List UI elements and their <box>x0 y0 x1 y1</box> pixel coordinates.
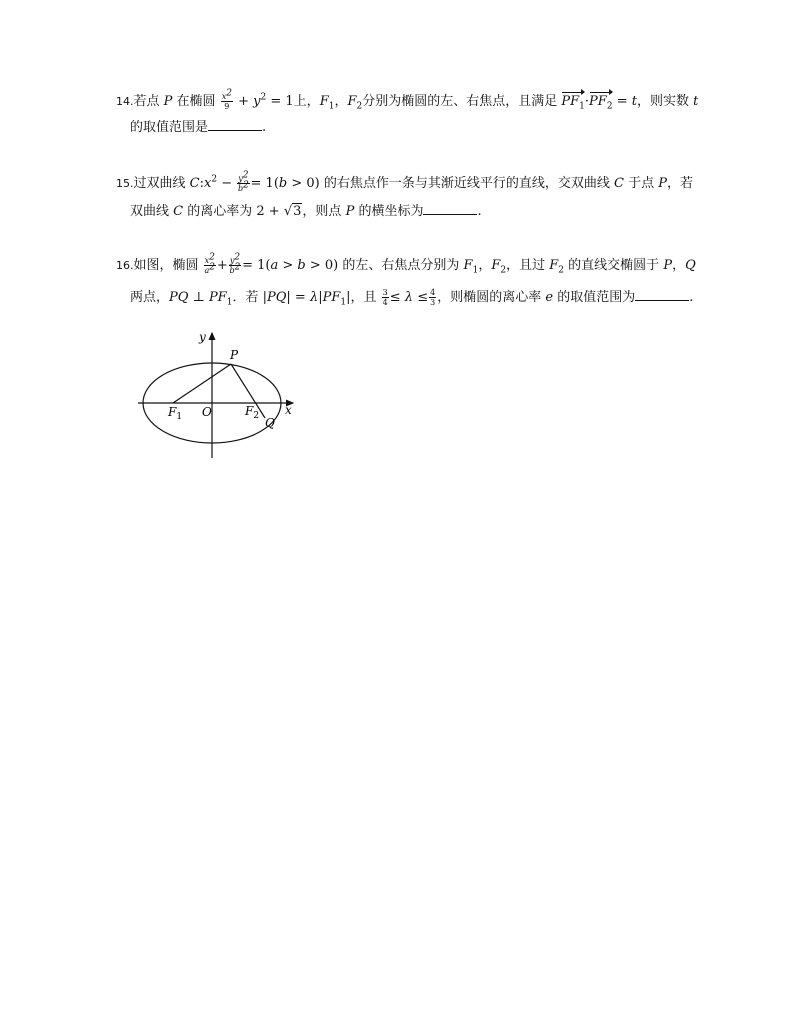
question-16-line-1: 16.如图，椭圆 $\frac{x^2}{a^2}$ + $\frac{y^2}{b^2}$ = 1(a > b > 0) 的左、右焦点分别为 $F_1$，$F_2$，且过 $F_2$ 的直线交椭圆于 P，Q <box>116 252 696 276</box>
fraction: $\frac{x^2}{9}$ <box>221 88 232 111</box>
question-number: 15. <box>116 177 134 190</box>
fraction: $\frac{y^2}{b^2}$ <box>229 252 241 275</box>
label-y: y <box>199 330 206 344</box>
label-f1: $F_1$ <box>168 405 183 422</box>
sqrt-3: √3 <box>283 204 302 219</box>
question-14-line-1: 14.若点 P 在椭圆 $\frac{x^2}{9}$ + $y^2 = 1$上，$F_1$，$F_2$分别为椭圆的左、右焦点，且满足 $PF_1\cdot PF_2 = t$，则实数 t <box>116 88 699 112</box>
vector-pf1: $PF_1$ <box>561 94 585 112</box>
label-o: O <box>202 405 212 419</box>
fraction: $\frac{x^2}{a^2}$ <box>204 252 216 275</box>
answer-blank[interactable] <box>208 118 262 131</box>
label-q: Q <box>265 416 275 430</box>
vector-pf2: $PF_2$ <box>589 94 613 112</box>
ellipse-figure <box>135 328 305 463</box>
fraction: $\frac{y^2}{b^2}$ <box>237 170 249 193</box>
question-14-line-2: 的取值范围是 . <box>130 120 267 135</box>
question-15-line-2: 双曲线 C 的离心率为 2 + √3，则点 P 的横坐标为 . <box>130 204 482 219</box>
answer-blank[interactable] <box>635 288 689 301</box>
question-number: 16. <box>116 259 134 272</box>
fraction: $\frac{4}{3}$ <box>430 288 436 307</box>
label-f2: $F_2$ <box>245 404 260 421</box>
question-number: 14. <box>116 95 134 108</box>
question-16-line-2: 两点，PQ ⊥ $PF_1$．若 $|PQ| = \lambda|PF_1|$，且 $\frac{3}{4}$ ≤ λ ≤ $\frac{4}{3}$ ，则椭圆的离心率 e 的取值范围为 . <box>130 288 694 308</box>
label-x: x <box>285 403 292 417</box>
label-p: P <box>230 348 239 362</box>
segment-f1-p <box>173 364 231 403</box>
question-15-line-1: 15.过双曲线 $C:x^2$ − $\frac{y^2}{b^2}$ = 1(b > 0) 的右焦点作一条与其渐近线平行的直线，交双曲线 C 于点 P，若 <box>116 170 694 193</box>
fraction: $\frac{3}{4}$ <box>382 288 388 307</box>
answer-blank[interactable] <box>423 202 477 215</box>
